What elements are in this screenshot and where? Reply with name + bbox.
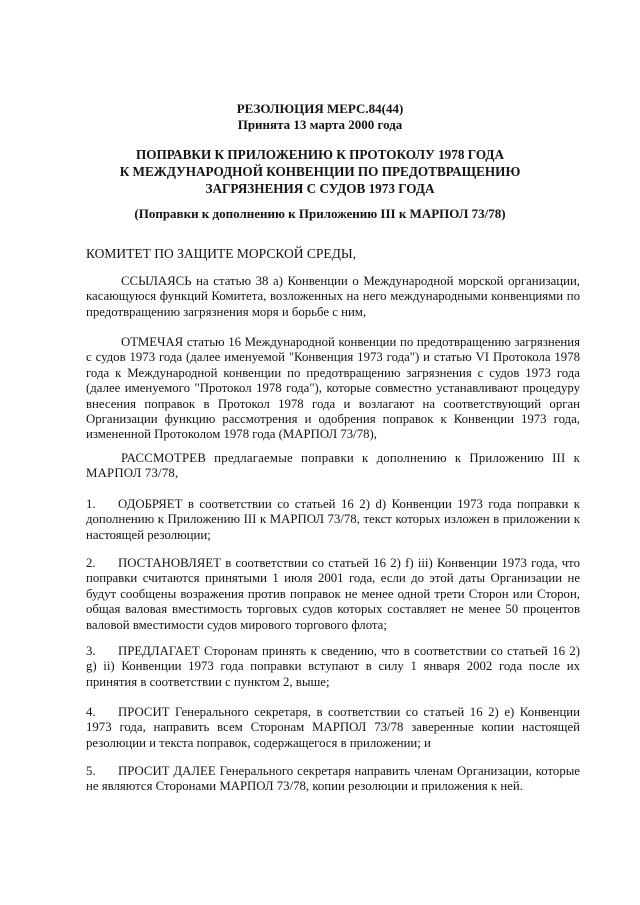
operative-paragraph-2: 2. ПОСТАНОВЛЯЕТ в соответствии со статьей 16 2) f) iii) Конвенции 1973 года, что поправки считаются принятыми 1 июля 2001 года, если до этой даты Организации не будут сообщены возражения против поправок не менее одной трети Сторон или Сторон, общая валовая вместимость торговых судов которых составляет не менее 50 процентов валовой вместимости судов мирового торгового флота; [86,556,580,632]
preamble-paragraph-3: РАССМОТРЕВ предлагаемые поправки к дополнению к Приложению III к МАРПОЛ 73/78, [86,451,580,481]
preamble-paragraph-1: ССЫЛАЯСЬ на статью 38 a) Конвенции о Международной морской организации, касающуюся функций Комитета, возложенных на него международными конвенциями по предотвращению загрязнения моря и борьбе с ним, [86,274,580,319]
title-line-1: ПОПРАВКИ К ПРИЛОЖЕНИЮ К ПРОТОКОЛУ 1978 ГОДА [135,147,505,162]
title-line-2: К МЕЖДУНАРОДНОЙ КОНВЕНЦИИ ПО ПРЕДОТВРАЩЕНИЮ [119,164,521,179]
paragraph-number: 4. [86,705,96,719]
paragraph-number: 3. [86,644,96,658]
subtitle: (Поправки к дополнению к Приложению III к МАРПОЛ 73/78) [134,206,506,221]
operative-paragraph-1: 1. ОДОБРЯЕТ в соответствии со статьей 16 2) d) Конвенции 1973 года поправки к дополнению к Приложению III к МАРПОЛ 73/78, текст которых изложен в приложении к настоящей резолюции; [86,497,580,542]
title-line-3: ЗАГРЯЗНЕНИЯ С СУДОВ 1973 ГОДА [205,181,435,196]
preamble-paragraph-2: ОТМЕЧАЯ статью 16 Международной конвенции по предотвращению загрязнения с судов 1973 года (далее именуемой "Конвенция 1973 года") и статью VI Протокола 1978 года к Международной конвенции по предотвращению загрязнения с судов 1973 года (далее именуемого "Протокол 1978 года"), которые совместно устанавливают процедуру внесения поправок в Протокол 1978 года и возлагают на соответствующий орган Организации функцию рассмотрения и одобрения поправок к Конвенции 1973 года, измененной Протоколом 1978 года (МАРПОЛ 73/78), [86,335,580,442]
paragraph-number: 2. [86,556,96,570]
operative-paragraph-3: 3. ПРЕДЛАГАЕТ Сторонам принять к сведению, что в соответствии со статьей 16 2) g) ii) Конвенции 1973 года поправки вступают в силу 1 января 2002 года после их принятия в соответствии с пунктом 2, выше; [86,644,580,689]
adoption-date: Принята 13 марта 2000 года [237,117,403,132]
operative-paragraph-4: 4. ПРОСИТ Генерального секретаря, в соответствии со статьей 16 2) e) Конвенции 1973 года, направить всем Сторонам МАРПОЛ 73/78 заверенные копии настоящей резолюции и текста поправок, содержащегося в приложении; и [86,705,580,750]
paragraph-number: 1. [86,497,96,511]
operative-paragraph-5: 5. ПРОСИТ ДАЛЕЕ Генерального секретаря направить членам Организации, которые не являются Сторонами МАРПОЛ 73/78, копии резолюции и приложения к ней. [86,764,580,794]
resolution-number: РЕЗОЛЮЦИЯ МЕРС.84(44) [236,101,404,116]
paragraph-number: 5. [86,764,96,778]
committee-heading: КОМИТЕТ ПО ЗАЩИТЕ МОРСКОЙ СРЕДЫ, [86,246,356,261]
